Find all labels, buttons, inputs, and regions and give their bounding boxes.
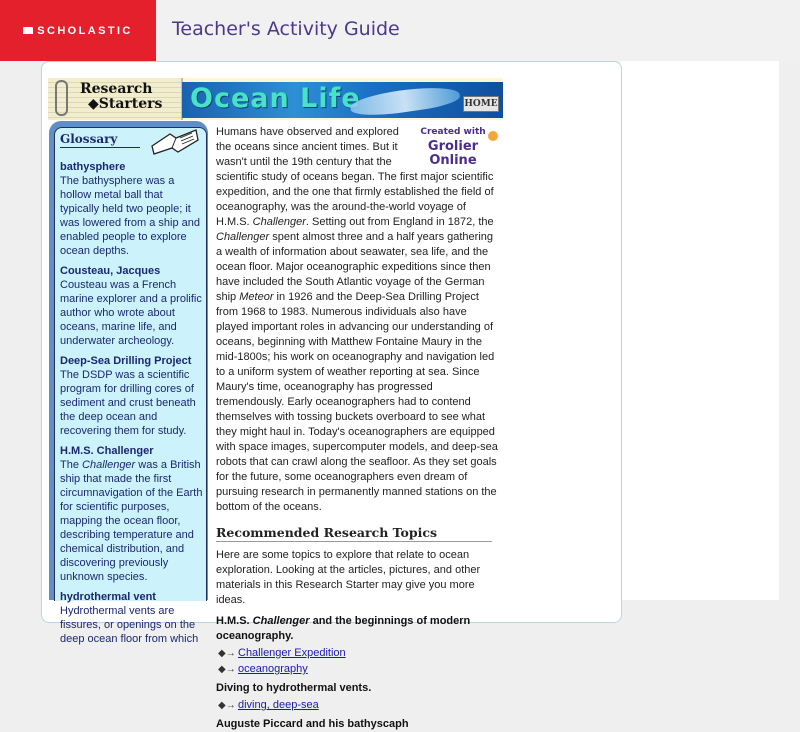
article-paragraph xyxy=(216,125,500,515)
recommended-intro: Here are some topics to explore that relate to ocean exploration. Looking at the articles, pictures, and other materials in this Research Starter may give you more ideas. xyxy=(216,549,481,606)
starters-label: Starters xyxy=(98,96,163,112)
article-emphasis: Meteor xyxy=(239,291,274,303)
page-title: Teacher's Activity Guide xyxy=(172,18,400,40)
topic-text: and the beginnings of modern oceanography. xyxy=(216,615,471,642)
created-with-label: Created with xyxy=(420,127,486,137)
glossary-definition: Hydrothermal vents are fissures, or openings on the deep ocean floor from which xyxy=(60,605,199,645)
open-book-icon xyxy=(150,128,200,156)
glossary-definition: The bathysphere was a hollow metal ball that typically held two people; it was lowered from a ship and enabled people to explore ocean depths. xyxy=(60,175,201,257)
link-row xyxy=(216,646,500,661)
right-blank-panel xyxy=(620,61,779,600)
glossary-heading: Glossary xyxy=(60,132,140,148)
home-button[interactable]: HOME xyxy=(463,96,499,112)
ocean-life-banner xyxy=(182,82,503,118)
arrow-bullet-icon: ◆→ xyxy=(218,700,236,711)
arrow-bullet-icon: ◆→ xyxy=(218,664,236,675)
glossary-definition: The DSDP was a scientific program for drilling cores of sediment and crust beneath the deep ocean and recovering them for study. xyxy=(60,369,196,437)
topic-heading: Diving to hydrothermal vents. xyxy=(216,682,372,694)
top-bar xyxy=(0,0,800,61)
swoosh-icon xyxy=(488,131,498,141)
glossary-definition xyxy=(60,458,203,584)
link-row xyxy=(216,662,500,677)
article-text: . Setting out from England in 1872, the xyxy=(305,216,494,228)
article-emphasis: Challenger xyxy=(216,231,270,243)
glossary-term: bathysphere xyxy=(60,161,126,173)
glossary-item xyxy=(58,160,203,258)
topic-links xyxy=(216,646,500,677)
recommended-heading: Recommended Research Topics xyxy=(216,525,492,542)
ocean-life-title: Ocean Life xyxy=(190,83,361,114)
glossary-definition: Cousteau was a French marine explorer and a prolific author who wrote about oceans, marine life, and underwater archeology. xyxy=(60,279,202,347)
link-diving-deep-sea[interactable]: diving, deep-sea xyxy=(238,699,319,711)
glossary-term: Deep-Sea Drilling Project xyxy=(60,355,192,367)
paperclip-icon xyxy=(55,80,68,116)
grolier-online-badge[interactable] xyxy=(406,125,500,168)
link-challenger-expedition[interactable]: Challenger Expedition xyxy=(238,647,346,659)
topic-heading xyxy=(216,614,500,644)
topic-emphasis: Challenger xyxy=(252,615,310,627)
glossary-item xyxy=(58,354,203,438)
glossary-sidebar xyxy=(49,121,208,645)
glossary-item xyxy=(58,444,203,584)
scholastic-logo[interactable] xyxy=(0,0,156,61)
brand-name: SCHOLASTIC xyxy=(37,24,133,37)
topic-links xyxy=(216,698,500,713)
definition-text: was a British ship that made the first circumnavigation of the Earth for scientific purposes, mapping the ocean floor, describing temperature and chemical distribution, and discovering previously unknown species. xyxy=(60,459,203,583)
dolphin-image xyxy=(349,82,461,118)
article-emphasis: Challenger xyxy=(252,216,306,228)
article-text: Humans have observed and explored the oceans since ancient times. But it wasn't until the 19th century that the scientific study of oceans began. The first major scientific expedition, and the one that firmly established the field of oceanography, was the around-the-world voyage of H.M.S. xyxy=(216,126,494,228)
glossary-term: hydrothermal vent xyxy=(60,591,156,603)
article-text: spent almost three and a half years gathering a wealth of information about seawater, sea life, and the ocean floor. Major oceanographic expeditions since then have included the South Atlantic voyage of the German ship xyxy=(216,231,494,303)
topic-text: H.M.S. xyxy=(216,615,253,627)
definition-text: The xyxy=(60,459,83,471)
main-content xyxy=(216,125,500,732)
glossary-item xyxy=(58,590,203,646)
book-icon xyxy=(23,27,33,34)
diamond-icon: ◆ xyxy=(88,96,99,112)
article-text: in 1926 and the Deep-Sea Drilling Project from 1968 to 1983. Numerous individuals also have played important roles in advancing our understanding of oceans, beginning with Matthew Fontaine Maury in the mid-1800s; his work on oceanography and navigation led to a uniform system of weather reporting at sea. Since Maury's time, oceanography has progressed tremendously. Early oceanographers had to contend themselves with tossing buckets overboard to see what they might haul in. Today's oceanographers are equipped with space images, supercomputer models, and deep-sea robots that can crawl along the seafloor. As they set goals for the future, some oceanographers even dream of pursuing research in permanently manned stations on the bottom of the oceans. xyxy=(216,291,498,513)
link-oceanography[interactable]: oceanography xyxy=(238,663,308,675)
glossary-term: Cousteau, Jacques xyxy=(60,265,161,277)
article-body xyxy=(216,125,500,515)
grolier-brand: Grolier Online xyxy=(427,139,479,168)
glossary-term: H.M.S. Challenger xyxy=(60,445,154,457)
research-starters-logo[interactable] xyxy=(48,78,183,120)
glossary-item xyxy=(58,264,203,348)
research-label: Research xyxy=(80,81,153,97)
definition-emphasis: Challenger xyxy=(82,459,136,471)
arrow-bullet-icon: ◆→ xyxy=(218,648,236,659)
link-row xyxy=(216,698,500,713)
topic-heading: Auguste Piccard and his bathyscaph xyxy=(216,718,409,730)
